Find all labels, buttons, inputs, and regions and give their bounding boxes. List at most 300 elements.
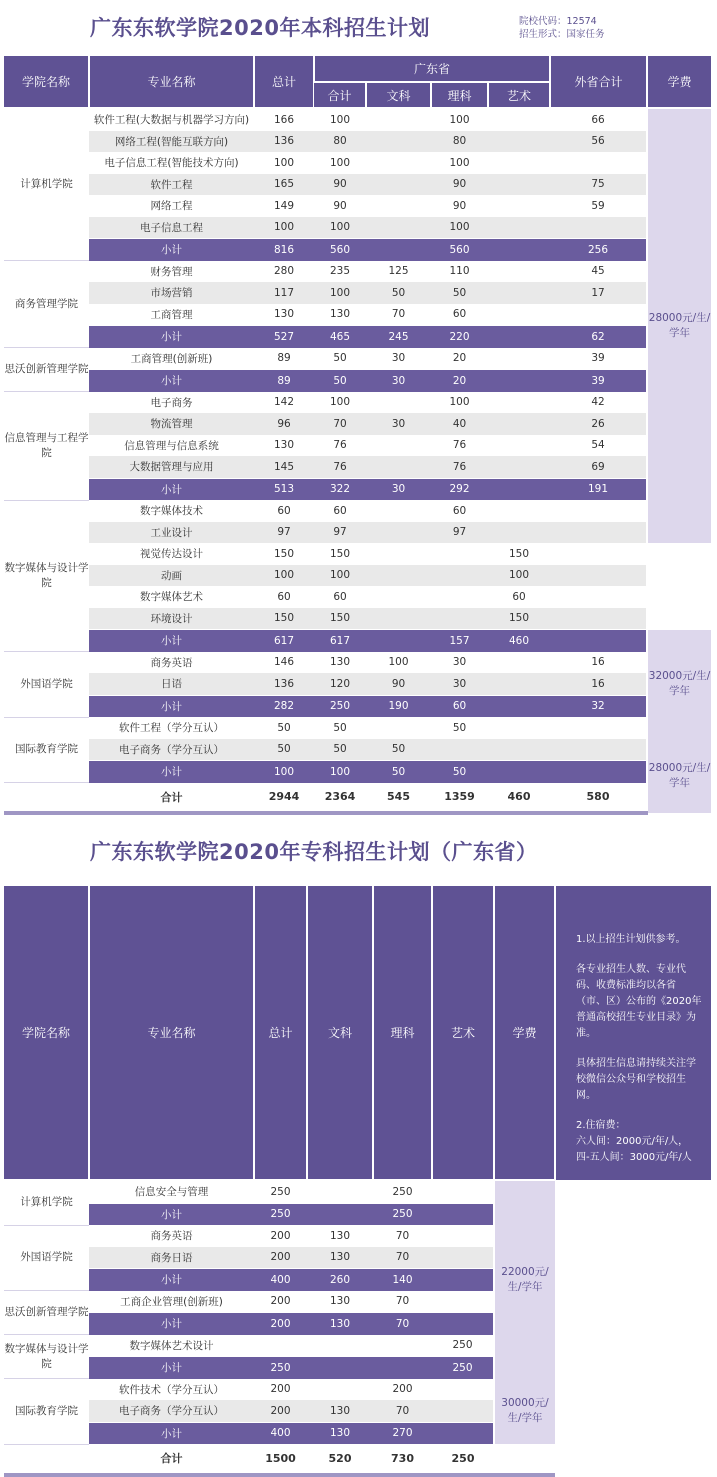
cell-other: 256 bbox=[550, 239, 647, 261]
table-row bbox=[4, 586, 711, 608]
page-title-undergrad: 广东东软学院2020年本科招生计划 bbox=[90, 16, 430, 40]
cell-total: 146 bbox=[254, 652, 314, 674]
cell-yi bbox=[488, 652, 550, 674]
table-row bbox=[4, 500, 711, 522]
cell-yi bbox=[432, 1379, 494, 1401]
table-row bbox=[4, 108, 711, 131]
cell-other: 32 bbox=[550, 695, 647, 717]
major-name: 工商管理 bbox=[89, 304, 254, 326]
college-name: 国际教育学院 bbox=[4, 717, 89, 783]
cell-sum: 235 bbox=[314, 261, 366, 283]
col-header-fee: 学费 bbox=[494, 886, 555, 1180]
cell-total: 200 bbox=[254, 1225, 307, 1247]
cell-yi bbox=[488, 370, 550, 392]
table-row bbox=[4, 1225, 711, 1247]
cell-li: 70 bbox=[373, 1225, 432, 1247]
cell-sum: 322 bbox=[314, 478, 366, 500]
note-paragraph: 具体招生信息请持续关注学校微信公众号和学校招生网。 bbox=[576, 1058, 696, 1101]
col-header-college: 学院名称 bbox=[4, 886, 89, 1180]
major-name: 小计 bbox=[89, 1357, 254, 1379]
col-header-arts: 艺术 bbox=[488, 82, 550, 108]
cell-wen bbox=[366, 565, 431, 587]
total-label: 合计 bbox=[89, 783, 254, 814]
cell-li: 80 bbox=[431, 131, 488, 153]
major-name: 工商企业管理(创新班) bbox=[89, 1291, 254, 1313]
cell-wen: 70 bbox=[366, 304, 431, 326]
college-name: 外国语学院 bbox=[4, 1225, 89, 1291]
cell-yi: 150 bbox=[488, 543, 550, 565]
cell-sum: 60 bbox=[314, 500, 366, 522]
cell-wen bbox=[366, 543, 431, 565]
cell-li: 220 bbox=[431, 326, 488, 348]
cell-total: 136 bbox=[254, 131, 314, 153]
cell-yi bbox=[488, 195, 550, 217]
total-li: 1359 bbox=[431, 783, 488, 814]
cell-sum: 100 bbox=[314, 217, 366, 239]
fee-blank bbox=[494, 1444, 555, 1475]
tuition-fee: 28000元/生/学年 bbox=[647, 739, 711, 814]
cell-total: 400 bbox=[254, 1269, 307, 1291]
cell-wen bbox=[366, 630, 431, 652]
cell-li: 90 bbox=[431, 174, 488, 196]
cell-li bbox=[373, 1335, 432, 1357]
cell-wen bbox=[307, 1335, 373, 1357]
cell-sum: 100 bbox=[314, 392, 366, 414]
cell-sum: 97 bbox=[314, 522, 366, 544]
total-label: 合计 bbox=[89, 1444, 254, 1475]
col-header-liberal-arts: 文科 bbox=[366, 82, 431, 108]
cell-yi: 250 bbox=[432, 1357, 494, 1379]
tuition-fee: 32000元/生/学年 bbox=[647, 630, 711, 739]
cell-li: 70 bbox=[373, 1291, 432, 1313]
cell-yi bbox=[488, 435, 550, 457]
cell-yi bbox=[488, 478, 550, 500]
cell-other bbox=[550, 761, 647, 783]
subtotal-row bbox=[4, 1357, 711, 1379]
cell-wen: 50 bbox=[366, 761, 431, 783]
major-name: 环境设计 bbox=[89, 608, 254, 630]
cell-other: 16 bbox=[550, 652, 647, 674]
col-header-province: 广东省 bbox=[314, 56, 550, 82]
col-header-fee: 学费 bbox=[647, 56, 711, 108]
cell-yi bbox=[488, 261, 550, 283]
total-total: 1500 bbox=[254, 1444, 307, 1475]
cell-other: 191 bbox=[550, 478, 647, 500]
cell-total: 50 bbox=[254, 717, 314, 739]
cell-yi bbox=[488, 282, 550, 304]
cell-sum: 90 bbox=[314, 195, 366, 217]
subtotal-row bbox=[4, 1422, 711, 1444]
cell-yi bbox=[488, 239, 550, 261]
college-name: 计算机学院 bbox=[4, 1180, 89, 1225]
cell-yi bbox=[488, 761, 550, 783]
cell-total: 60 bbox=[254, 586, 314, 608]
cell-yi bbox=[432, 1269, 494, 1291]
cell-total: 96 bbox=[254, 413, 314, 435]
cell-yi: 60 bbox=[488, 586, 550, 608]
major-name: 小计 bbox=[89, 478, 254, 500]
cell-other bbox=[550, 152, 647, 174]
major-name: 工商管理(创新班) bbox=[89, 348, 254, 370]
cell-total: 280 bbox=[254, 261, 314, 283]
cell-li: 250 bbox=[373, 1180, 432, 1203]
major-name: 小计 bbox=[89, 326, 254, 348]
cell-total: 89 bbox=[254, 348, 314, 370]
cell-wen bbox=[366, 500, 431, 522]
cell-sum: 80 bbox=[314, 131, 366, 153]
cell-total bbox=[254, 1335, 307, 1357]
grand-total-row bbox=[4, 783, 711, 814]
cell-other bbox=[550, 586, 647, 608]
cell-wen: 90 bbox=[366, 673, 431, 695]
cell-wen: 130 bbox=[307, 1313, 373, 1335]
major-name: 软件工程 bbox=[89, 174, 254, 196]
cell-wen bbox=[366, 608, 431, 630]
cell-wen bbox=[307, 1379, 373, 1401]
cell-wen bbox=[307, 1203, 373, 1225]
cell-wen bbox=[366, 108, 431, 131]
tuition-fee: 30000元/生/学年 bbox=[494, 1379, 555, 1445]
cell-total: 250 bbox=[254, 1357, 307, 1379]
total-total: 2944 bbox=[254, 783, 314, 814]
table-row bbox=[4, 304, 711, 326]
cell-li: 60 bbox=[431, 500, 488, 522]
major-name: 数字媒体技术 bbox=[89, 500, 254, 522]
subtotal-row bbox=[4, 370, 711, 392]
cell-wen: 245 bbox=[366, 326, 431, 348]
cell-yi bbox=[432, 1203, 494, 1225]
cell-wen: 130 bbox=[307, 1225, 373, 1247]
subtotal-row bbox=[4, 478, 711, 500]
cell-li: 40 bbox=[431, 413, 488, 435]
subtotal-row bbox=[4, 695, 711, 717]
table-row bbox=[4, 1400, 711, 1422]
cell-li: 76 bbox=[431, 435, 488, 457]
major-name: 工业设计 bbox=[89, 522, 254, 544]
cell-total: 60 bbox=[254, 500, 314, 522]
cell-yi bbox=[488, 695, 550, 717]
cell-yi bbox=[488, 392, 550, 414]
cell-li: 70 bbox=[373, 1313, 432, 1335]
cell-other: 39 bbox=[550, 370, 647, 392]
major-name: 商务英语 bbox=[89, 652, 254, 674]
table-row bbox=[4, 282, 711, 304]
cell-yi bbox=[488, 717, 550, 739]
major-name: 软件工程（学分互认） bbox=[89, 717, 254, 739]
cell-wen bbox=[366, 392, 431, 414]
cell-li: 70 bbox=[373, 1400, 432, 1422]
cell-sum: 50 bbox=[314, 739, 366, 761]
cell-total: 250 bbox=[254, 1203, 307, 1225]
cell-other: 59 bbox=[550, 195, 647, 217]
college-plan-table bbox=[4, 886, 711, 1477]
major-name: 软件技术（学分互认） bbox=[89, 1379, 254, 1401]
subtotal-row bbox=[4, 326, 711, 348]
subtotal-row bbox=[4, 239, 711, 261]
cell-wen: 130 bbox=[307, 1247, 373, 1269]
table-row bbox=[4, 739, 711, 761]
col-header-science: 理科 bbox=[373, 886, 432, 1180]
cell-li bbox=[373, 1357, 432, 1379]
college-name: 外国语学院 bbox=[4, 652, 89, 718]
col-header-arts: 艺术 bbox=[432, 886, 494, 1180]
table-row bbox=[4, 1180, 711, 1203]
cell-total: 200 bbox=[254, 1247, 307, 1269]
cell-total: 130 bbox=[254, 435, 314, 457]
major-name: 电子信息工程(智能技术方向) bbox=[89, 152, 254, 174]
major-name: 电子商务 bbox=[89, 392, 254, 414]
cell-sum: 50 bbox=[314, 370, 366, 392]
cell-wen bbox=[307, 1180, 373, 1203]
cell-wen: 100 bbox=[366, 652, 431, 674]
cell-total: 165 bbox=[254, 174, 314, 196]
subtotal-row bbox=[4, 1313, 711, 1335]
table-row bbox=[4, 1247, 711, 1269]
cell-other bbox=[550, 717, 647, 739]
cell-yi bbox=[488, 152, 550, 174]
tuition-fee bbox=[647, 543, 711, 630]
major-name: 动画 bbox=[89, 565, 254, 587]
cell-other: 66 bbox=[550, 108, 647, 131]
cell-total: 117 bbox=[254, 282, 314, 304]
col-header-science: 理科 bbox=[431, 82, 488, 108]
school-code: 院校代码：12574 bbox=[519, 16, 597, 27]
cell-total: 816 bbox=[254, 239, 314, 261]
cell-yi: 100 bbox=[488, 565, 550, 587]
cell-li: 90 bbox=[431, 195, 488, 217]
cell-total: 100 bbox=[254, 761, 314, 783]
cell-other: 17 bbox=[550, 282, 647, 304]
cell-yi bbox=[488, 326, 550, 348]
cell-li bbox=[431, 565, 488, 587]
table-row bbox=[4, 261, 711, 283]
table-row bbox=[4, 413, 711, 435]
subtotal-row bbox=[4, 761, 711, 783]
table-row bbox=[4, 435, 711, 457]
total-wen: 520 bbox=[307, 1444, 373, 1475]
table-row bbox=[4, 673, 711, 695]
major-name: 小计 bbox=[89, 630, 254, 652]
cell-li: 100 bbox=[431, 152, 488, 174]
major-name: 小计 bbox=[89, 370, 254, 392]
cell-other: 54 bbox=[550, 435, 647, 457]
cell-li bbox=[431, 586, 488, 608]
major-name: 网络工程 bbox=[89, 195, 254, 217]
cell-li: 50 bbox=[431, 717, 488, 739]
cell-li: 60 bbox=[431, 304, 488, 326]
major-name: 网络工程(智能互联方向) bbox=[89, 131, 254, 153]
cell-total: 150 bbox=[254, 608, 314, 630]
cell-other bbox=[550, 739, 647, 761]
cell-li bbox=[431, 739, 488, 761]
table-row bbox=[4, 392, 711, 414]
cell-sum: 617 bbox=[314, 630, 366, 652]
cell-wen bbox=[366, 239, 431, 261]
major-name: 数字媒体艺术设计 bbox=[89, 1335, 254, 1357]
col-header-liberal-arts: 文科 bbox=[307, 886, 373, 1180]
cell-li: 270 bbox=[373, 1422, 432, 1444]
cell-wen: 30 bbox=[366, 348, 431, 370]
cell-total: 97 bbox=[254, 522, 314, 544]
cell-wen: 130 bbox=[307, 1291, 373, 1313]
total-sum: 2364 bbox=[314, 783, 366, 814]
note-paragraph: 2.住宿费： 六人间：2000元/年/人， 四-五人间：3000元/年/人 bbox=[576, 1120, 692, 1163]
cell-li: 50 bbox=[431, 761, 488, 783]
cell-li: 20 bbox=[431, 370, 488, 392]
col-header-total: 总计 bbox=[254, 886, 307, 1180]
college-name: 商务管理学院 bbox=[4, 261, 89, 348]
table-row bbox=[4, 543, 711, 565]
cell-sum: 100 bbox=[314, 108, 366, 131]
cell-other: 45 bbox=[550, 261, 647, 283]
cell-wen: 30 bbox=[366, 370, 431, 392]
cell-yi bbox=[432, 1225, 494, 1247]
cell-yi bbox=[432, 1400, 494, 1422]
cell-sum: 70 bbox=[314, 413, 366, 435]
cell-yi bbox=[488, 348, 550, 370]
cell-total: 100 bbox=[254, 565, 314, 587]
cell-li: 20 bbox=[431, 348, 488, 370]
cell-other bbox=[550, 522, 647, 544]
major-name: 视觉传达设计 bbox=[89, 543, 254, 565]
cell-wen bbox=[366, 152, 431, 174]
cell-yi: 250 bbox=[432, 1335, 494, 1357]
cell-li: 100 bbox=[431, 392, 488, 414]
major-name: 小计 bbox=[89, 1203, 254, 1225]
cell-total: 200 bbox=[254, 1291, 307, 1313]
cell-li: 30 bbox=[431, 652, 488, 674]
major-name: 数字媒体艺术 bbox=[89, 586, 254, 608]
cell-yi bbox=[488, 456, 550, 478]
major-name: 日语 bbox=[89, 673, 254, 695]
cell-wen bbox=[366, 195, 431, 217]
table-row bbox=[4, 456, 711, 478]
tuition-fee: 28000元/生/学年 bbox=[647, 108, 711, 543]
total-yi: 460 bbox=[488, 783, 550, 814]
cell-other: 62 bbox=[550, 326, 647, 348]
college-name: 思沃创新管理学院 bbox=[4, 348, 89, 392]
enrollment-form: 招生形式：国家任务 bbox=[519, 29, 605, 40]
cell-total: 400 bbox=[254, 1422, 307, 1444]
subtotal-row bbox=[4, 1269, 711, 1291]
tuition-fee: 22000元/生/学年 bbox=[494, 1180, 555, 1379]
table-row bbox=[4, 152, 711, 174]
spacer bbox=[4, 1444, 89, 1475]
table-row bbox=[4, 348, 711, 370]
cell-yi: 460 bbox=[488, 630, 550, 652]
cell-total: 166 bbox=[254, 108, 314, 131]
major-name: 大数据管理与应用 bbox=[89, 456, 254, 478]
cell-other: 56 bbox=[550, 131, 647, 153]
cell-sum: 250 bbox=[314, 695, 366, 717]
total-yi: 250 bbox=[432, 1444, 494, 1475]
cell-other: 39 bbox=[550, 348, 647, 370]
cell-yi bbox=[488, 131, 550, 153]
cell-total: 149 bbox=[254, 195, 314, 217]
spacer bbox=[4, 783, 89, 814]
college-name: 数字媒体与设计学院 bbox=[4, 1335, 89, 1379]
cell-yi bbox=[488, 500, 550, 522]
subtotal-row bbox=[4, 1203, 711, 1225]
note-paragraph: 各专业招生人数、专业代码、收费标准均以各省（市、区）公布的《2020年普通高校招生专业目录》为准。 bbox=[576, 964, 702, 1039]
cell-yi bbox=[488, 522, 550, 544]
major-name: 小计 bbox=[89, 239, 254, 261]
cell-total: 50 bbox=[254, 739, 314, 761]
cell-yi bbox=[432, 1422, 494, 1444]
cell-other: 75 bbox=[550, 174, 647, 196]
notes-panel bbox=[555, 886, 711, 1180]
cell-sum: 50 bbox=[314, 717, 366, 739]
cell-yi bbox=[488, 304, 550, 326]
cell-total: 150 bbox=[254, 543, 314, 565]
cell-total: 250 bbox=[254, 1180, 307, 1203]
cell-li: 100 bbox=[431, 108, 488, 131]
cell-total: 100 bbox=[254, 217, 314, 239]
college-name: 数字媒体与设计学院 bbox=[4, 500, 89, 652]
cell-total: 513 bbox=[254, 478, 314, 500]
cell-sum: 76 bbox=[314, 435, 366, 457]
cell-li: 97 bbox=[431, 522, 488, 544]
total-wen: 545 bbox=[366, 783, 431, 814]
cell-wen: 50 bbox=[366, 282, 431, 304]
cell-total: 200 bbox=[254, 1379, 307, 1401]
table-row bbox=[4, 217, 711, 239]
cell-yi bbox=[432, 1313, 494, 1335]
cell-yi bbox=[432, 1180, 494, 1203]
cell-total: 527 bbox=[254, 326, 314, 348]
cell-li: 30 bbox=[431, 673, 488, 695]
cell-other bbox=[550, 630, 647, 652]
cell-yi: 150 bbox=[488, 608, 550, 630]
college-name: 思沃创新管理学院 bbox=[4, 1291, 89, 1335]
table-row bbox=[4, 522, 711, 544]
cell-sum: 50 bbox=[314, 348, 366, 370]
cell-sum: 100 bbox=[314, 152, 366, 174]
cell-wen: 190 bbox=[366, 695, 431, 717]
subtotal-row bbox=[4, 630, 711, 652]
cell-total: 282 bbox=[254, 695, 314, 717]
cell-li: 100 bbox=[431, 217, 488, 239]
col-header-major: 专业名称 bbox=[89, 886, 254, 1180]
cell-yi bbox=[432, 1247, 494, 1269]
cell-total: 200 bbox=[254, 1313, 307, 1335]
cell-sum: 100 bbox=[314, 761, 366, 783]
cell-wen: 260 bbox=[307, 1269, 373, 1291]
cell-sum: 100 bbox=[314, 282, 366, 304]
cell-li: 50 bbox=[431, 282, 488, 304]
total-other: 580 bbox=[550, 783, 647, 814]
cell-yi bbox=[488, 673, 550, 695]
major-name: 小计 bbox=[89, 1313, 254, 1335]
cell-wen bbox=[366, 522, 431, 544]
total-li: 730 bbox=[373, 1444, 432, 1475]
cell-li: 76 bbox=[431, 456, 488, 478]
cell-total: 136 bbox=[254, 673, 314, 695]
cell-other: 42 bbox=[550, 392, 647, 414]
cell-other: 69 bbox=[550, 456, 647, 478]
cell-sum: 560 bbox=[314, 239, 366, 261]
cell-wen: 30 bbox=[366, 478, 431, 500]
table-row bbox=[4, 652, 711, 674]
cell-sum: 130 bbox=[314, 304, 366, 326]
cell-sum: 120 bbox=[314, 673, 366, 695]
cell-yi bbox=[488, 739, 550, 761]
cell-other bbox=[550, 217, 647, 239]
cell-sum: 465 bbox=[314, 326, 366, 348]
cell-wen bbox=[307, 1357, 373, 1379]
cell-sum: 100 bbox=[314, 565, 366, 587]
table-row bbox=[4, 131, 711, 153]
